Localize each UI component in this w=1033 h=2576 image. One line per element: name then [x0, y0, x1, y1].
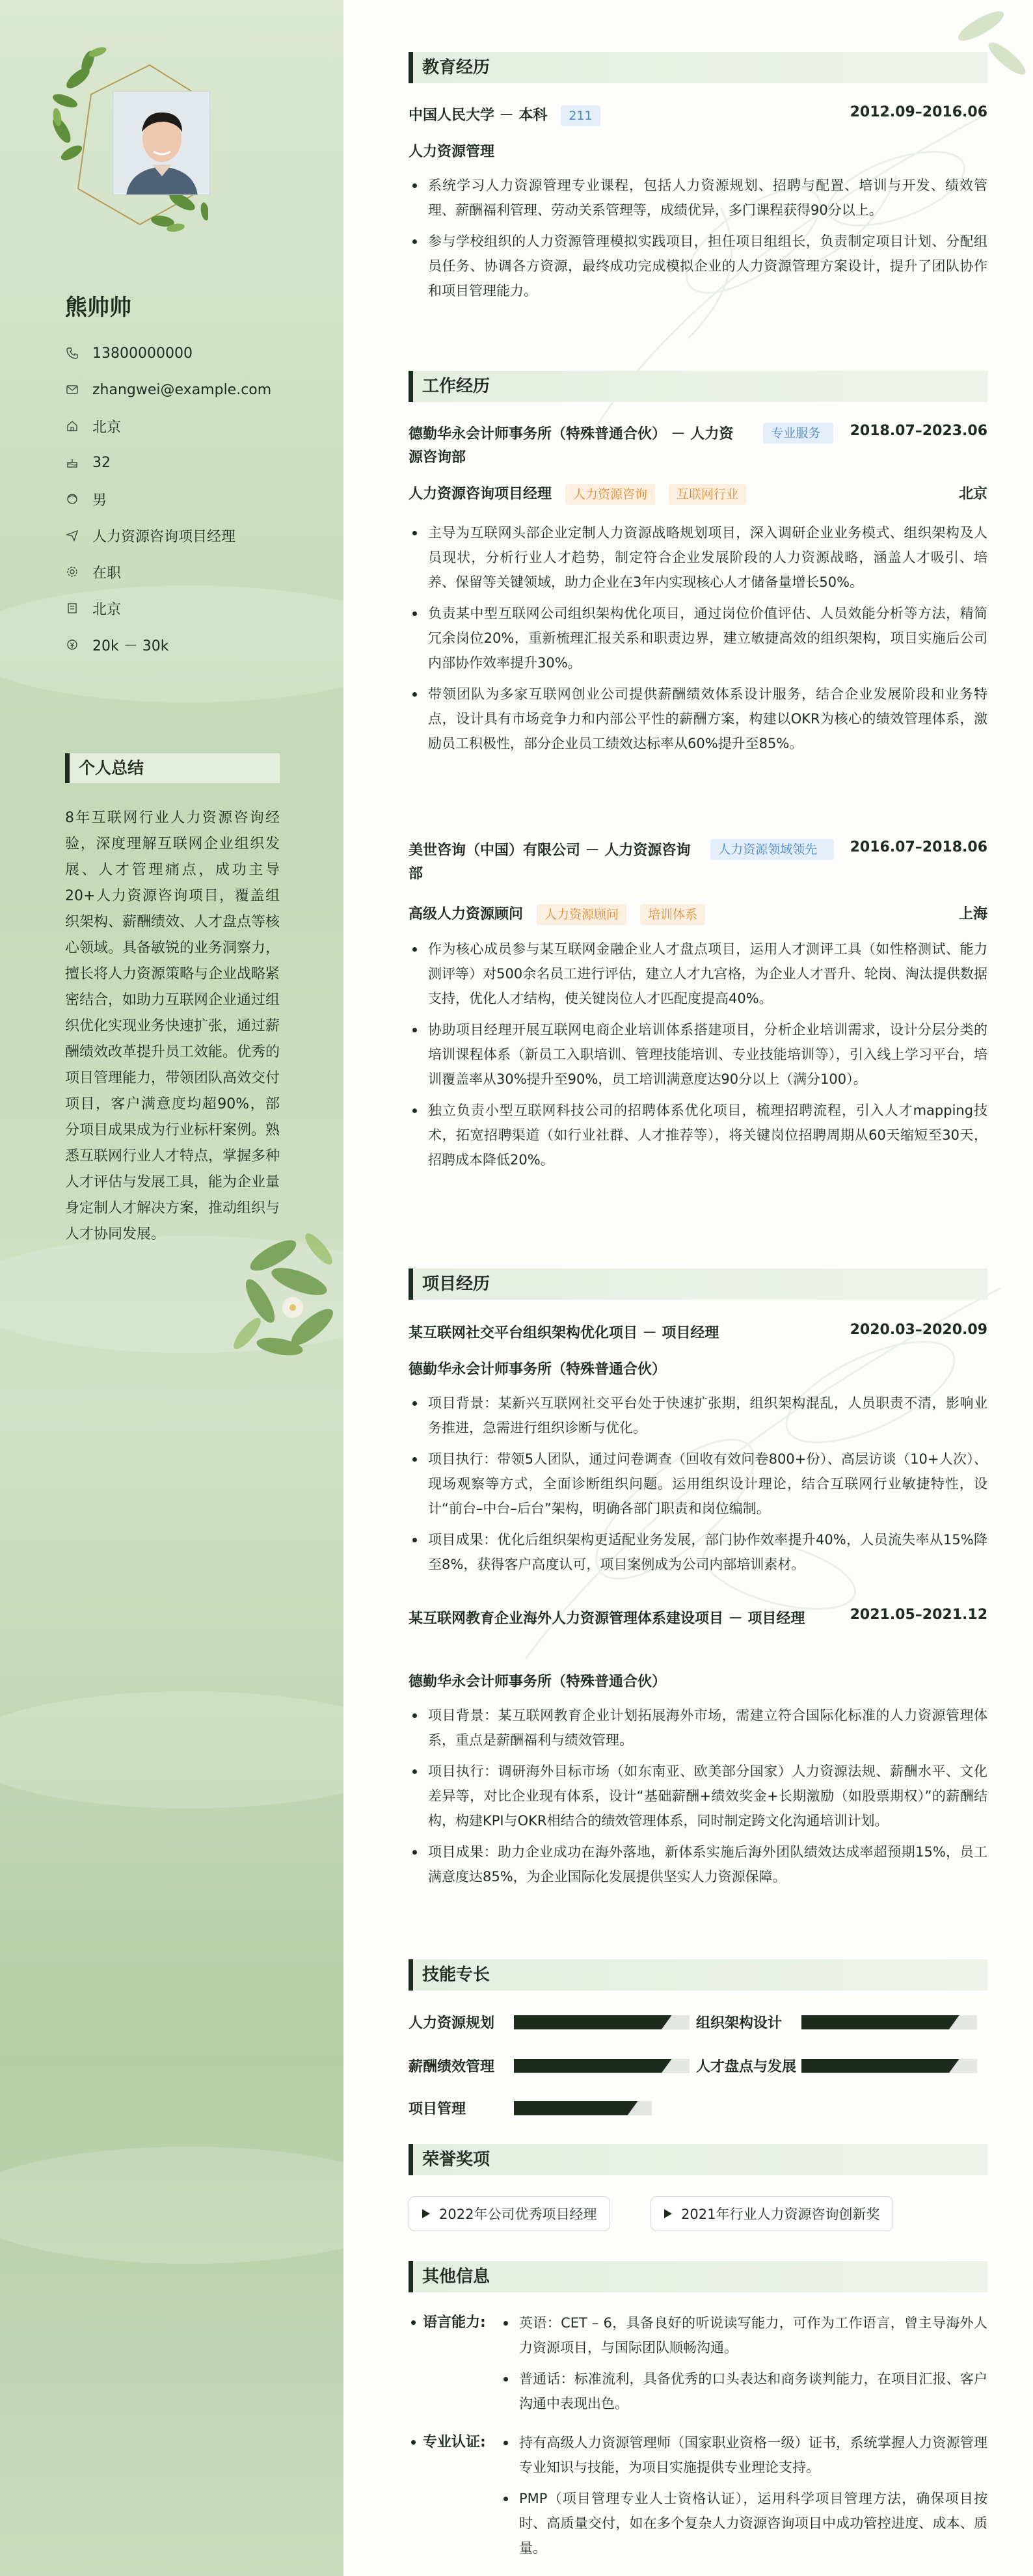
bg-wave [0, 2147, 343, 2264]
skill-name: 人才盘点与发展 [696, 2059, 797, 2075]
phone-value: 13800000000 [92, 345, 193, 362]
work-section-title: 工作经历 [409, 371, 987, 402]
project-header [409, 1322, 987, 1342]
education-section-title: 教育经历 [409, 52, 987, 83]
info-phone [65, 335, 325, 371]
skill-bar-fill [514, 2101, 638, 2115]
skill-name: 人力资源规划 [409, 2015, 495, 2032]
job-header [409, 423, 987, 470]
list-item: 项目背景：某互联网教育企业计划拓展海外市场，需建立符合国际化标准的人力资源管理体系，重点是薪酬福利与绩效管理。 [409, 1703, 987, 1752]
job-role-row [409, 483, 987, 505]
education-header [409, 104, 987, 126]
education-major: 人力资源管理 [409, 144, 495, 160]
mail-icon [65, 382, 79, 397]
skill-item [409, 2012, 690, 2032]
project-header [409, 1607, 987, 1631]
list-item: 主导为互联网头部企业定制人力资源战略规划项目，深入调研企业业务模式、组织架构及人员现状，分析行业人才趋势，制定符合企业发展阶段的人力资源战略，涵盖人才吸引、培养、保留等关键领域，助力企业在3年内实现核心人才储备量增长50%。 [409, 520, 987, 595]
other-section-title: 其他信息 [409, 2261, 987, 2292]
education-bullets [409, 173, 987, 303]
skill-name: 薪酬绩效管理 [409, 2059, 495, 2075]
skill-item [409, 2098, 652, 2118]
skill-bar-fill [514, 2015, 672, 2030]
building-icon [65, 601, 79, 615]
list-item: 项目执行：调研海外目标市场（如东南亚、欧美部分国家）人力资源法规、薪酬水平、文化差异等，对比企业现有体系，设计“基础薪酬+绩效奖金+长期激励（如股票期权）”的薪酬结构，构建KPI与OKR相结合的绩效管理体系，同时制定跨文化沟通培训计划。 [409, 1759, 987, 1833]
projects-section-title: 项目经历 [409, 1268, 987, 1300]
skill-bar [514, 2101, 652, 2115]
job-tag: 人力资源顾问 [537, 904, 626, 925]
language-label-wrap [409, 2311, 500, 2416]
school-tag: 211 [561, 105, 600, 126]
info-age [65, 444, 325, 481]
home-icon [65, 419, 79, 433]
candidate-name: 熊帅帅 [65, 295, 131, 321]
list-item: 英语：CET – 6，具备良好的听说读写能力，可作为工作语言，曾主导海外人力资源项目，与国际团队顺畅沟通。 [500, 2311, 987, 2360]
info-target-city [65, 590, 325, 626]
job-bullets [409, 520, 987, 756]
job-city: 上海 [958, 906, 987, 922]
job-header [409, 839, 987, 886]
gender-value: 男 [92, 492, 107, 509]
list-item: 持有高级人力资源管理师（国家职业资格一级）证书，系统掌握人力资源管理专业知识与技能，为项目实施提供专业理论支持。 [500, 2430, 987, 2480]
project-org: 德勤华永会计师事务所（特殊普通合伙） [409, 1674, 667, 1690]
bg-wave [0, 1691, 343, 1808]
language-label: 语言能力: [423, 2314, 486, 2331]
skill-name: 项目管理 [409, 2101, 466, 2117]
project-name: 某互联网教育企业海外人力资源管理体系建设项目 － 项目经理 [409, 1611, 805, 1627]
job-role: 高级人力资源顾问 [409, 906, 524, 922]
skill-bar [801, 2059, 977, 2073]
job-company: 美世咨询（中国）有限公司 － 人力资源咨询部 [409, 842, 691, 882]
project-date: 2021.05–2021.12 [850, 1607, 987, 1623]
project-bullets [409, 1703, 987, 1889]
info-target-position [65, 517, 325, 554]
info-location [65, 408, 325, 444]
skill-item [409, 2056, 690, 2076]
project-date: 2020.03–2020.09 [850, 1322, 987, 1338]
project-name: 某互联网社交平台组织架构优化项目 － 项目经理 [409, 1325, 719, 1341]
location-value: 北京 [92, 419, 122, 436]
leaf-decoration-icon [221, 1216, 343, 1379]
info-status [65, 554, 325, 590]
list-item: 项目背景：某新兴互联网社交平台处于快速扩张期，组织架构混乱，人员职责不清，影响业务推进，急需进行组织诊断与优化。 [409, 1391, 987, 1440]
sidebar [0, 0, 343, 2576]
money-icon [65, 637, 79, 652]
job-date: 2018.07–2023.06 [850, 423, 987, 439]
info-gender [65, 481, 325, 517]
list-item: 参与学校组织的人力资源管理模拟实践项目，担任项目组组长，负责制定项目计划、分配组员任务、协调各方资源，最终成功完成模拟企业的人力资源管理方案设计，提升了团队协作和项目管理能力。 [409, 229, 987, 303]
age-value: 32 [92, 454, 111, 471]
job-industry-tag: 人力资源领域领先 [710, 839, 834, 860]
main-content [343, 0, 1033, 2576]
summary-section-title: 个人总结 [65, 753, 280, 783]
awards-section-title: 荣誉奖项 [409, 2144, 987, 2175]
award-item [409, 2196, 610, 2231]
list-item: 协助项目经理开展互联网电商企业培训体系搭建项目，分析企业培训需求，设计分层分类的培训课程体系（新员工入职培训、管理技能培训、专业技能培训等），引入线上学习平台，培训覆盖率从30%提升至90%，员工培训满意度达90分以上（满分100）。 [409, 1017, 987, 1092]
job-tag: 人力资源咨询 [565, 484, 655, 505]
play-triangle-icon [422, 2209, 430, 2218]
list-item: 普通话：标准流利，具备优秀的口头表达和商务谈判能力，在项目汇报、客户沟通中表现出色。 [500, 2367, 987, 2416]
cake-icon [65, 455, 79, 470]
target-position-value: 人力资源咨询项目经理 [92, 528, 236, 545]
job-company: 德勤华永会计师事务所（特殊普通合伙） － 人力资源咨询部 [409, 426, 734, 466]
phone-icon [65, 346, 79, 360]
list-item: 独立负责小型互联网科技公司的招聘体系优化项目，梳理招聘流程，引入人才mapping技术，拓宽招聘渠道（如行业社群、人才推荐等），将关键岗位招聘周期从60天缩短至30天，招聘成本降低20%。 [409, 1098, 987, 1172]
language-block [409, 2311, 987, 2416]
list-item: 作为核心成员参与某互联网金融企业人才盘点项目，运用人才测评工具（如性格测试、能力测评等）对500余名员工进行评估，建立人才九宫格，为企业人才晋升、轮岗、淘汰提供数据支持，优化人才结构，使关键岗位人才匹配度提高40%。 [409, 937, 987, 1011]
award-text: 2021年行业人力资源咨询创新奖 [681, 2207, 880, 2222]
bullet-dot-icon [411, 2320, 416, 2325]
summary-text: 8年互联网行业人力资源咨询经验，深度理解互联网企业组织发展、人才管理痛点，成功主导20+人力资源咨询项目，覆盖组织架构、薪酬绩效、人才盘点等核心领域。具备敏锐的业务洞察力，擅长将人力资源策略与企业战略紧密结合，如助力互联网企业通过组织优化实现业务快速扩张，通过薪酬绩效改革提升员工效能。优秀的项目管理能力，带领团队高效交付项目，客户满意度均超90%，部分项目成果成为行业标杆案例。熟悉互联网行业人才特点，掌握多种人才评估与发展工具，能为企业量身定制人才解决方案，推动组织与人才协同发展。 [65, 810, 280, 1242]
skill-bar [801, 2015, 977, 2030]
target-city-value: 北京 [92, 601, 122, 618]
skills-section-title: 技能专长 [409, 1959, 987, 1991]
skill-item [696, 2012, 977, 2032]
list-item: 项目成果：助力企业成功在海外落地，新体系实施后海外团队绩效达成率超预期15%，员工满意度达85%，为企业国际化发展提供坚实人力资源保障。 [409, 1840, 987, 1889]
job-industry-tag: 专业服务 [763, 423, 833, 444]
contact-info-list [65, 335, 325, 663]
job-role: 人力资源咨询项目经理 [409, 486, 552, 502]
list-item: 带领团队为多家互联网创业公司提供薪酬绩效体系设计服务，结合企业发展阶段和业务特点，设计具有市场竞争力和内部公平性的薪酬方案，构建以OKR为核心的绩效管理体系，激励员工积极性，部分企业员工绩效达标率从60%提升至85%。 [409, 682, 987, 756]
info-salary [65, 626, 325, 663]
skill-bar [514, 2059, 690, 2073]
avatar [113, 91, 210, 195]
bullet-dot-icon [411, 2440, 416, 2445]
education-date: 2012.09–2016.06 [850, 104, 987, 120]
cert-label: 专业认证: [423, 2434, 486, 2450]
status-value: 在职 [92, 565, 122, 582]
skill-item [696, 2056, 977, 2076]
list-item: PMP（项目管理专业人士资格认证），运用科学项目管理方法，确保项目按时、高质量交付，如在多个复杂人力资源咨询项目中成功管控进度、成本、质量。 [500, 2486, 987, 2560]
project-org: 德勤华永会计师事务所（特殊普通合伙） [409, 1362, 667, 1378]
list-item: 项目执行：带领5人团队，通过问卷调查（回收有效问卷800+份）、高层访谈（10+人次）、现场观察等方式，全面诊断组织问题。运用组织设计理论，结合互联网行业敏捷特性，设计“前台–中台–后台”架构，明确各部门职责和岗位编制。 [409, 1447, 987, 1521]
job-date: 2016.07–2018.06 [850, 839, 987, 855]
job-bullets [409, 937, 987, 1172]
job-tag: 培训体系 [640, 904, 705, 925]
skill-bar-fill [514, 2059, 672, 2073]
school-name: 中国人民大学 － 本科 [409, 107, 548, 124]
avatar-frame [52, 39, 208, 234]
list-item: 项目成果：优化后组织架构更适配业务发展，部门协作效率提升40%，人员流失率从15%降至8%，获得客户高度认可，项目案例成为公司内部培训素材。 [409, 1527, 987, 1577]
skill-bar-fill [801, 2015, 959, 2030]
list-item: 负责某中型互联网公司组织架构优化项目，通过岗位价值评估、人员效能分析等方法，精简冗余岗位20%，重新梳理汇报关系和职责边界，建立敏捷高效的组织架构，项目实施后公司内部协作效率提升30%。 [409, 601, 987, 675]
cert-list [500, 2430, 987, 2560]
salary-value: 20k － 30k [92, 637, 169, 654]
skill-bar-fill [801, 2059, 959, 2073]
language-list [500, 2311, 987, 2416]
cert-label-wrap [409, 2430, 500, 2560]
user-face-icon [65, 492, 79, 506]
list-item: 系统学习人力资源管理专业课程，包括人力资源规划、招聘与配置、培训与开发、绩效管理、薪酬福利管理、劳动关系管理等，成绩优异，多门课程获得90分以上。 [409, 173, 987, 222]
cert-block [409, 2430, 987, 2560]
info-email [65, 371, 325, 408]
skill-bar [514, 2015, 690, 2030]
job-role-row [409, 903, 987, 925]
job-city: 北京 [958, 486, 987, 502]
award-item [651, 2196, 893, 2231]
skill-name: 组织架构设计 [696, 2015, 783, 2032]
email-value: zhangwei@example.com [92, 381, 272, 398]
send-icon [65, 528, 79, 543]
award-text: 2022年公司优秀项目经理 [439, 2207, 597, 2222]
person-photo-icon [113, 92, 210, 195]
gear-icon [65, 565, 79, 579]
project-bullets [409, 1391, 987, 1577]
job-tag: 互联网行业 [669, 484, 746, 505]
play-triangle-icon [664, 2209, 672, 2218]
